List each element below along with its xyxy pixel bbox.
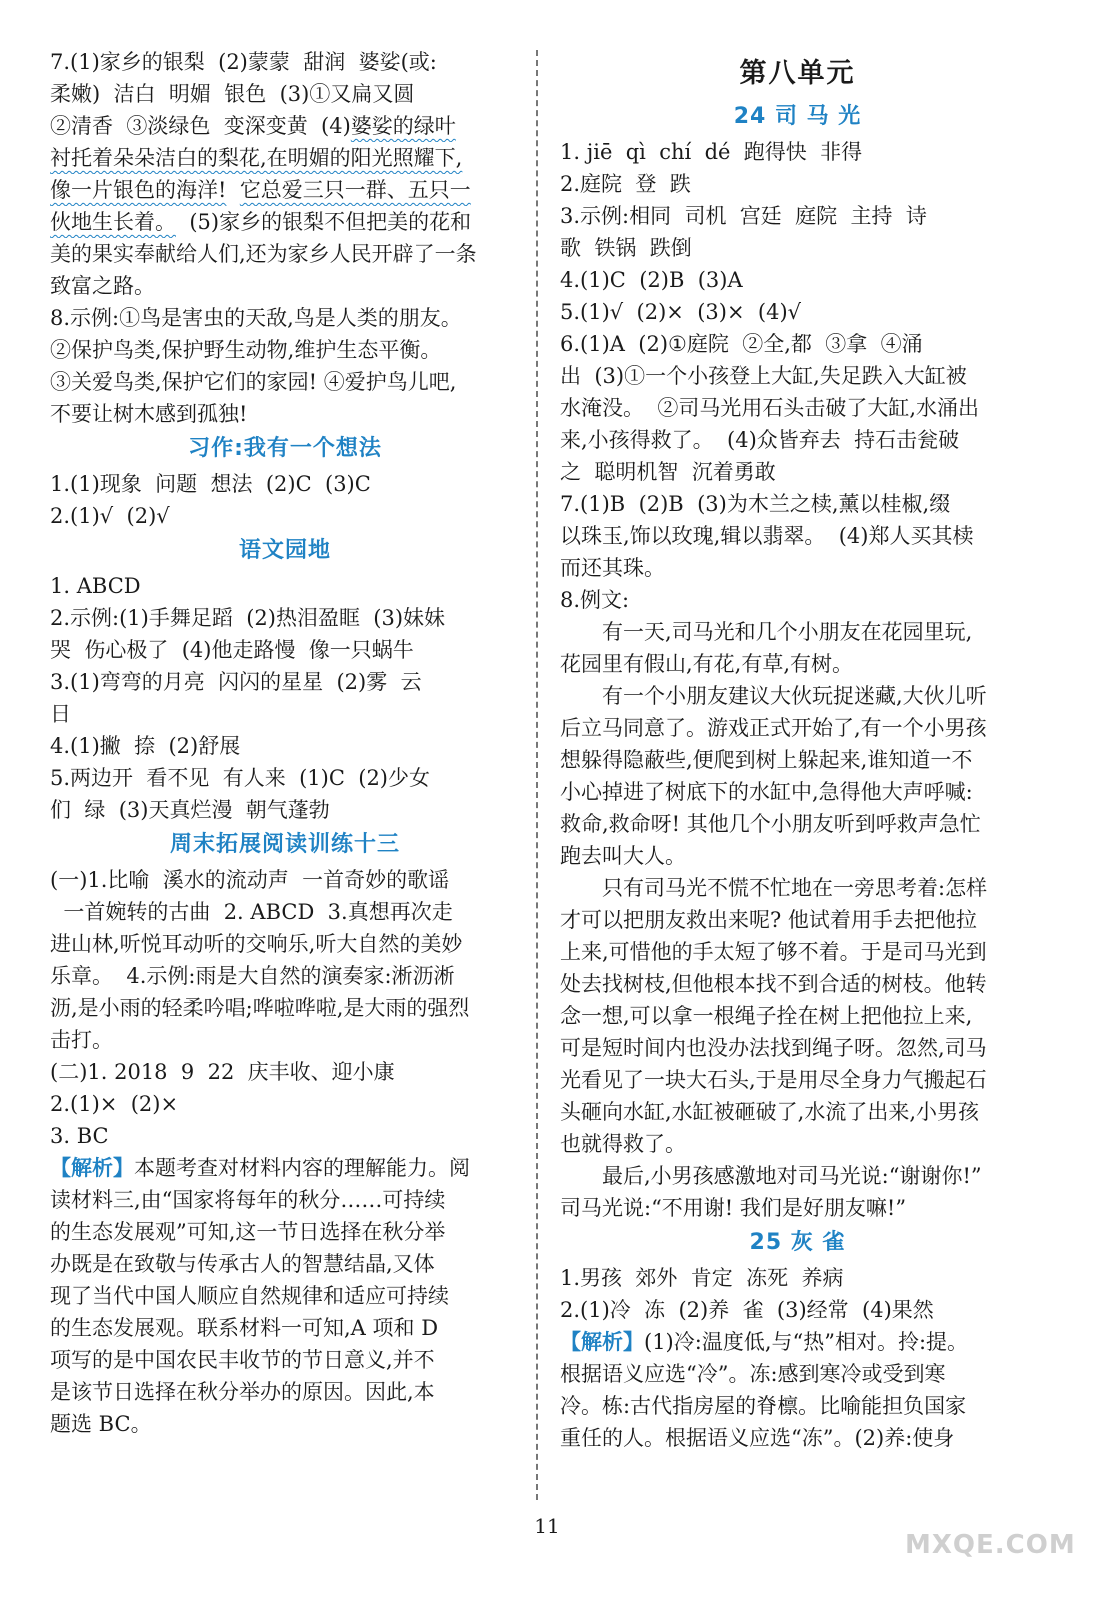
text-line [50, 992, 520, 1024]
text-run: 上来,可惜他的手太短了够不着。于是司马光到 [560, 940, 987, 964]
text-run: 小心掉进了树底下的水缸中,急得他大声呼喊: [560, 780, 973, 804]
text-line [50, 206, 520, 238]
text-line [560, 936, 1035, 968]
text-run: 2.示例:(1)手舞足蹈 (2)热泪盈眶 (3)妹妹 [50, 606, 446, 630]
text-run: 进山林,听悦耳动听的交响乐,听大自然的美妙 [50, 932, 463, 956]
text-run: 冷。栋:古代指房屋的脊檩。比喻能担负国家 [560, 1394, 967, 1418]
text-run: 处去找树枝,但他根本找不到合适的树枝。他转 [560, 972, 987, 996]
text-line [560, 1422, 1035, 1454]
text-line [560, 840, 1035, 872]
text-line [560, 1160, 1035, 1192]
watermark-logo: MXQE.COM [905, 1530, 1076, 1560]
text-run: 像一片银色的海洋! [50, 178, 227, 202]
text-run: 水淹没。 ②司马光用石头击破了大缸,水涌出 [560, 396, 980, 420]
text-line [50, 468, 520, 500]
text-line [50, 1280, 520, 1312]
text-run: 想躲得隐蔽些,便爬到树上躲起来,谁知道一不 [560, 748, 973, 772]
text-run: 4.(1)撇 捺 (2)舒展 [50, 734, 241, 758]
text-run: 日 [50, 702, 71, 726]
text-run: 美的果实奉献给人们,还为家乡人民开辟了一条 [50, 242, 477, 266]
text-run: 伙地生长着。 [50, 210, 176, 234]
text-run: 后立马同意了。游戏正式开始了,有一个小男孩 [560, 716, 987, 740]
column-divider [536, 50, 538, 1500]
text-run: 6.(1)A (2)①庭院 ②全,都 ③拿 ④涌 [560, 332, 923, 356]
text-run: 最后,小男孩感激地对司马光说:“谢谢你!” [602, 1164, 982, 1188]
text-line [560, 1192, 1035, 1224]
text-run: 4.(1)C (2)B (3)A [560, 268, 743, 292]
text-line [50, 270, 520, 302]
text-run: 有一个小朋友建议大伙玩捉迷藏,大伙儿听 [602, 684, 987, 708]
text-line [560, 648, 1035, 680]
text-run: 本题考查对材料内容的理解能力。阅 [134, 1156, 470, 1180]
text-line [560, 1390, 1035, 1422]
text-line [50, 1024, 520, 1056]
text-run: ②保护鸟类,保护野生动物,维护生态平衡。 [50, 338, 442, 362]
text-line [50, 602, 520, 634]
text-run: 3. BC [50, 1124, 109, 1148]
text-line [50, 634, 520, 666]
text-line [560, 616, 1035, 648]
text-run: 一首婉转的古曲 2. ABCD 3.真想再次走 [50, 900, 453, 924]
text-run: 柔嫩) 洁白 明媚 银色 (3)①又扁又圆 [50, 82, 415, 106]
text-line [560, 136, 1035, 168]
left-column [50, 46, 520, 1440]
text-line [50, 398, 520, 430]
text-line [560, 488, 1035, 520]
right-column [560, 46, 1035, 1454]
text-run: 的生态发展观。联系材料一可知,A 项和 D [50, 1316, 439, 1340]
text-run: 婆娑的绿叶 [350, 114, 456, 138]
text-run: ③关爱鸟类,保护它们的家园! ④爱护鸟儿吧, [50, 370, 457, 394]
text-line [50, 1408, 520, 1440]
text-run: 也就得救了。 [560, 1132, 686, 1156]
text-run: 击打。 [50, 1028, 113, 1052]
text-line [50, 366, 520, 398]
text-line [50, 960, 520, 992]
text-line [560, 552, 1035, 584]
text-line [50, 730, 520, 762]
text-run: 1. ABCD [50, 574, 141, 598]
text-line [50, 1184, 520, 1216]
text-line [560, 1294, 1035, 1326]
text-line [560, 1128, 1035, 1160]
text-line [50, 78, 520, 110]
text-line [560, 200, 1035, 232]
section-heading: 25 灰 雀 [749, 1230, 846, 1255]
text-line [560, 520, 1035, 552]
text-run: (二)1. 2018 9 22 庆丰收、迎小康 [50, 1060, 395, 1084]
text-run: 出 (3)①一个小孩登上大缸,失足跌入大缸被 [560, 364, 967, 388]
text-run: 沥,是小雨的轻柔吟唱;哗啦哗啦,是大雨的强烈 [50, 996, 470, 1020]
text-run: 头砸向水缸,水缸被砸破了,水流了出来,小男孩 [560, 1100, 980, 1124]
text-run: 司马光说:“不用谢! 我们是好朋友嘛!” [560, 1196, 907, 1220]
text-line [50, 1056, 520, 1088]
text-line [560, 1000, 1035, 1032]
text-run: 乐章。 4.示例:雨是大自然的演奏家:淅沥淅 [50, 964, 455, 988]
text-line [560, 1032, 1035, 1064]
text-line [560, 712, 1035, 744]
text-run: 之 聪明机智 沉着勇敢 [560, 460, 776, 484]
text-run: 读材料三,由“国家将每年的秋分……可持续 [50, 1188, 446, 1212]
text-line [50, 1248, 520, 1280]
text-run: 8.例文: [560, 588, 630, 612]
text-line [50, 238, 520, 270]
text-line [560, 584, 1035, 616]
text-run: 来,小孩得救了。 (4)众皆弃去 持石击瓮破 [560, 428, 960, 452]
text-run: 现了当代中国人顺应自然规律和适应可持续 [50, 1284, 449, 1308]
text-line [560, 232, 1035, 264]
text-run: 办既是在致敬与传承古人的智慧结晶,又体 [50, 1252, 435, 1276]
text-line [50, 174, 520, 206]
text-run: 根据语义应选“冷”。冻:感到寒冷或受到寒 [560, 1362, 946, 1386]
text-line [560, 776, 1035, 808]
text-run: 以珠玉,饰以玫瑰,辑以翡翠。 (4)郑人买其椟 [560, 524, 974, 548]
text-run: 项写的是中国农民丰收节的节日意义,并不 [50, 1348, 435, 1372]
text-line [560, 424, 1035, 456]
text-line [50, 762, 520, 794]
text-run: 3.(1)弯弯的月亮 闪闪的星星 (2)雾 云 [50, 670, 422, 694]
section-heading: 习作:我有一个想法 [188, 436, 382, 461]
text-line [50, 334, 520, 366]
text-run: 2.(1)冷 冻 (2)养 雀 (3)经常 (4)果然 [560, 1298, 934, 1322]
text-run: 跑去叫大人。 [560, 844, 686, 868]
text-line [50, 896, 520, 928]
text-run: 念一想,可以拿一根绳子拴在树上把他拉上来, [560, 1004, 973, 1028]
text-line [560, 456, 1035, 488]
text-line [560, 904, 1035, 936]
text-line [50, 1120, 520, 1152]
analysis-tag: 【解析】 [50, 1156, 134, 1180]
text-line [50, 142, 520, 174]
section-heading: 24 司 马 光 [733, 104, 862, 129]
text-run: (5)家乡的银梨不但把美的花和 [176, 210, 472, 234]
text-line [560, 680, 1035, 712]
text-line [50, 1312, 520, 1344]
text-run: 题选 BC。 [50, 1412, 152, 1436]
section-heading: 周末拓展阅读训练十三 [169, 832, 400, 857]
text-line [50, 1152, 520, 1184]
text-line [560, 968, 1035, 1000]
text-run: 有一天,司马光和几个小朋友在花园里玩, [602, 620, 973, 644]
text-run: (1)冷:温度低,与“热”相对。拎:提。 [644, 1330, 969, 1354]
text-run: 8.示例:①鸟是害虫的天敌,鸟是人类的朋友。 [50, 306, 462, 330]
text-run: 救命,救命呀! 其他几个小朋友听到呼救声急忙 [560, 812, 981, 836]
text-line [560, 1262, 1035, 1294]
page-number: 11 [534, 1514, 560, 1538]
text-run: 们 绿 (3)天真烂漫 朝气蓬勃 [50, 798, 330, 822]
text-run: 7.(1)B (2)B (3)为木兰之椟,薰以桂椒,缀 [560, 492, 951, 516]
text-line [50, 302, 520, 334]
text-line [50, 698, 520, 730]
text-run [226, 178, 239, 202]
text-run: 重任的人。根据语义应选“冻”。(2)养:使身 [560, 1426, 955, 1450]
text-run: 光看见了一块大石头,于是用尽全身力气搬起石 [560, 1068, 987, 1092]
text-run: 可是短时间内也没办法找到绳子呀。忽然,司马 [560, 1036, 987, 1060]
text-run: 衬托着朵朵洁白的梨花,在明媚的阳光照耀下, [50, 146, 463, 170]
text-run: 它总爱三只一群、五只一 [239, 178, 471, 202]
text-run: 1. jiē qì chí dé 跑得快 非得 [560, 140, 863, 164]
text-line [50, 1376, 520, 1408]
text-line [560, 360, 1035, 392]
text-run: 3.示例:相同 司机 宫廷 庭院 主持 诗 [560, 204, 927, 228]
text-run: 哭 伤心极了 (4)他走路慢 像一只蜗牛 [50, 638, 414, 662]
text-run: 只有司马光不慌不忙地在一旁思考着:怎样 [602, 876, 988, 900]
text-run: ②清香 ③淡绿色 变深变黄 (4) [50, 114, 351, 138]
text-run: 2.庭院 登 跌 [560, 172, 691, 196]
text-run: 2.(1)× (2)× [50, 1092, 179, 1116]
text-run: 2.(1)√ (2)√ [50, 504, 170, 528]
text-line [50, 666, 520, 698]
text-run: (一)1.比喻 溪水的流动声 一首奇妙的歌谣 [50, 868, 450, 892]
text-run: 5.(1)√ (2)× (3)× (4)√ [560, 300, 802, 324]
text-line [50, 928, 520, 960]
text-line [50, 500, 520, 532]
text-run: 花园里有假山,有花,有草,有树。 [560, 652, 854, 676]
text-line [50, 110, 520, 142]
text-run: 歌 铁锅 跌倒 [560, 236, 692, 260]
text-run: 5.两边开 看不见 有人来 (1)C (2)少女 [50, 766, 430, 790]
text-line [50, 1088, 520, 1120]
text-run: 7.(1)家乡的银梨 (2)蒙蒙 甜润 婆娑(或: [50, 50, 437, 74]
text-line [50, 570, 520, 602]
text-line [560, 872, 1035, 904]
text-line [560, 264, 1035, 296]
text-line [560, 1096, 1035, 1128]
text-line [560, 328, 1035, 360]
text-line [560, 1358, 1035, 1390]
text-line [50, 1344, 520, 1376]
text-run: 1.男孩 郊外 肯定 冻死 养病 [560, 1266, 844, 1290]
text-line [50, 1216, 520, 1248]
text-line [50, 794, 520, 826]
text-run: 致富之路。 [50, 274, 155, 298]
text-line [560, 1326, 1035, 1358]
text-line [560, 296, 1035, 328]
unit-title: 第八单元 [739, 58, 856, 89]
text-line [560, 744, 1035, 776]
analysis-tag: 【解析】 [560, 1330, 644, 1354]
text-run: 才可以把朋友救出来呢? 他试着用手去把他拉 [560, 908, 977, 932]
text-line [560, 392, 1035, 424]
text-run: 1.(1)现象 问题 想法 (2)C (3)C [50, 472, 371, 496]
text-run: 是该节日选择在秋分举办的原因。因此,本 [50, 1380, 435, 1404]
text-line [50, 864, 520, 896]
text-run: 而还其珠。 [560, 556, 665, 580]
text-line [560, 1064, 1035, 1096]
text-line [560, 168, 1035, 200]
text-line [50, 46, 520, 78]
text-run: 的生态发展观”可知,这一节日选择在秋分举 [50, 1220, 446, 1244]
section-heading: 语文园地 [238, 538, 331, 563]
text-run: 不要让树木感到孤独! [50, 402, 248, 426]
text-line [560, 808, 1035, 840]
